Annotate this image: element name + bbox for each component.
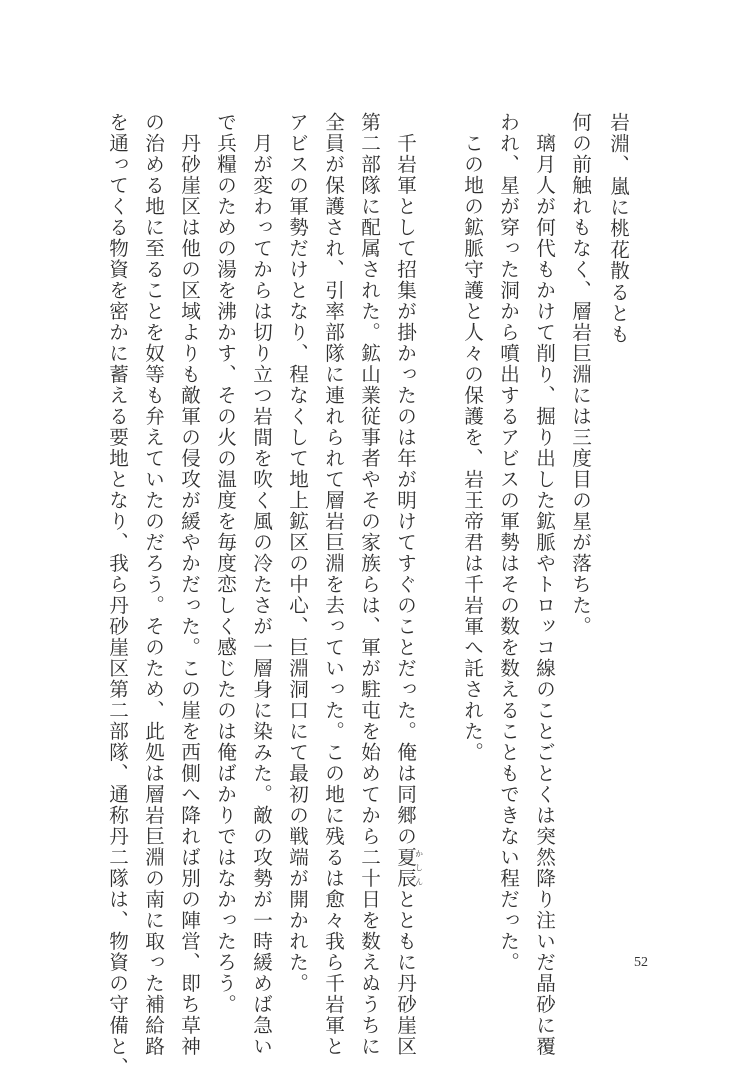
text-line: 第二部隊に配属された。鉱山業従事者やその家族らは、軍が駐屯を始めてから二十日を数えぬうちに [357,112,381,1057]
text-line: われ、星が穿った洞から噴出するアビスの軍勢はその数を数えることもできない程だった。 [496,112,520,973]
text-line: アビスの軍勢だけとなり、程なくして地上鉱区の中心、巨淵洞口にて最初の戦端が開かれた。 [285,112,309,994]
text-line: 璃月人が何代もかけて削り、掘り出した鉱脈やトロッコ線のことごとくは突然降り注いだ晶砂に覆 [532,112,556,1057]
text-line: の治める地に至ることを奴等も弁えていたのだろう。そのため、此処は層岩巨淵の南に取った補給路 [141,112,165,1057]
ruby-reading: かしん [414,847,424,889]
text-line: 丹砂崖区は他の区域よりも敵軍の侵攻が緩やかだった。この崖を西側へ降れば別の陣営、即ち草神 [177,112,201,1057]
ruby-base: 夏辰 [393,847,417,889]
chapter-title: 岩淵、嵐に桃花散るとも [606,112,630,346]
text-line: この地の鉱脈守護と人々の保護を、岩王帝君は千岩軍へ託された。 [460,112,484,763]
page-number: 52 [634,955,648,970]
text-line-segment: とともに丹砂崖区 [393,889,417,1057]
text-line-with-ruby [395,112,423,1057]
ruby-name [393,847,424,889]
text-line: を通ってくる物資を密かに蓄える要地となり、我ら丹砂崖区第二部隊、通称丹二隊は、物資の守備と、 [105,112,129,1078]
text-line: で兵糧のための湯を沸かす、その火の温度を毎度恋しく感じたのは俺ばかりではなかったろう。 [213,112,237,1015]
text-line: 月が変わってからは切り立つ岩間を吹く風の冷たさが一層身に染みた。敵の攻勢が一時緩めば急い [249,112,273,1057]
text-line: 何の前触れもなく、層岩巨淵には三度目の星が落ちた。 [568,112,592,637]
text-line: 全員が保護され、引率部隊に連れられて層岩巨淵を去っていった。この地に残るは愈々我ら千岩軍と [321,112,345,1057]
text-line-segment: 千岩軍として招集が掛かったのは年が明けてすぐのことだった。俺は同郷の [393,112,417,847]
